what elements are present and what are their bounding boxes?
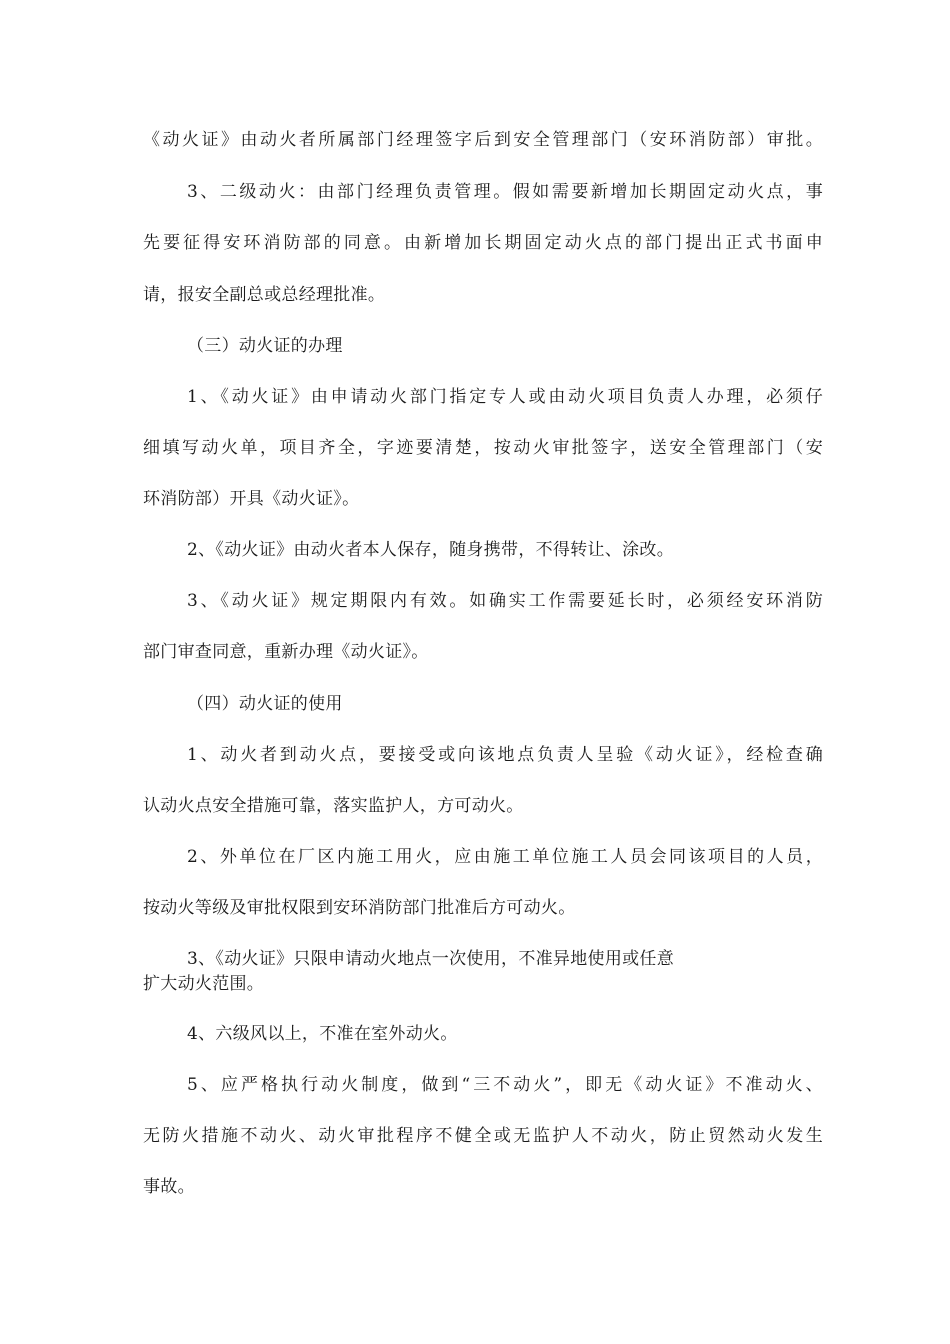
paragraph-line: 请，报安全副总或总经理批准。 [143, 285, 386, 305]
paragraph-line: 4、六级风以上，不准在室外动火。 [187, 1024, 458, 1044]
paragraph-line: 2、《动火证》由动火者本人保存，随身携带，不得转让、涂改。 [187, 540, 675, 560]
paragraph-line: 事故。 [143, 1177, 195, 1197]
paragraph-line: 认动火点安全措施可靠，落实监护人，方可动火。 [143, 796, 524, 816]
paragraph-line: 3、《动火证》只限申请动火地点一次使用，不准异地使用或任意 [187, 949, 675, 969]
paragraph-line: 环消防部）开具《动火证》。 [143, 489, 360, 509]
section-heading: （三）动火证的办理 [187, 336, 343, 356]
paragraph-line: 3、二级动火：由部门经理负责管理。假如需要新增加长期固定动火点，事 [187, 182, 823, 202]
paragraph-line: 先要征得安环消防部的同意。由新增加长期固定动火点的部门提出正式书面申 [143, 233, 823, 253]
paragraph-line: 无防火措施不动火、动火审批程序不健全或无监护人不动火，防止贸然动火发生 [143, 1126, 823, 1146]
paragraph-line: 5、应严格执行动火制度，做到“三不动火”，即无《动火证》不准动火、 [187, 1075, 823, 1095]
paragraph-line: 扩大动火范围。 [143, 974, 265, 994]
paragraph-line: 《动火证》由动火者所属部门经理签字后到安全管理部门（安环消防部）审批。 [143, 130, 823, 150]
paragraph-line: 2、外单位在厂区内施工用火，应由施工单位施工人员会同该项目的人员， [187, 847, 823, 867]
paragraph-line: 3、《动火证》规定期限内有效。如确实工作需要延长时，必须经安环消防 [187, 591, 823, 611]
paragraph-line: 按动火等级及审批权限到安环消防部门批准后方可动火。 [143, 898, 576, 918]
paragraph-line: 1、动火者到动火点，要接受或向该地点负责人呈验《动火证》，经检查确 [187, 745, 823, 765]
paragraph-line: 1、《动火证》由申请动火部门指定专人或由动火项目负责人办理，必须仔 [187, 387, 823, 407]
section-heading: （四）动火证的使用 [187, 694, 343, 714]
paragraph-line: 部门审查同意，重新办理《动火证》。 [143, 642, 429, 662]
paragraph-line: 细填写动火单，项目齐全，字迹要清楚，按动火审批签字，送安全管理部门（安 [143, 438, 823, 458]
